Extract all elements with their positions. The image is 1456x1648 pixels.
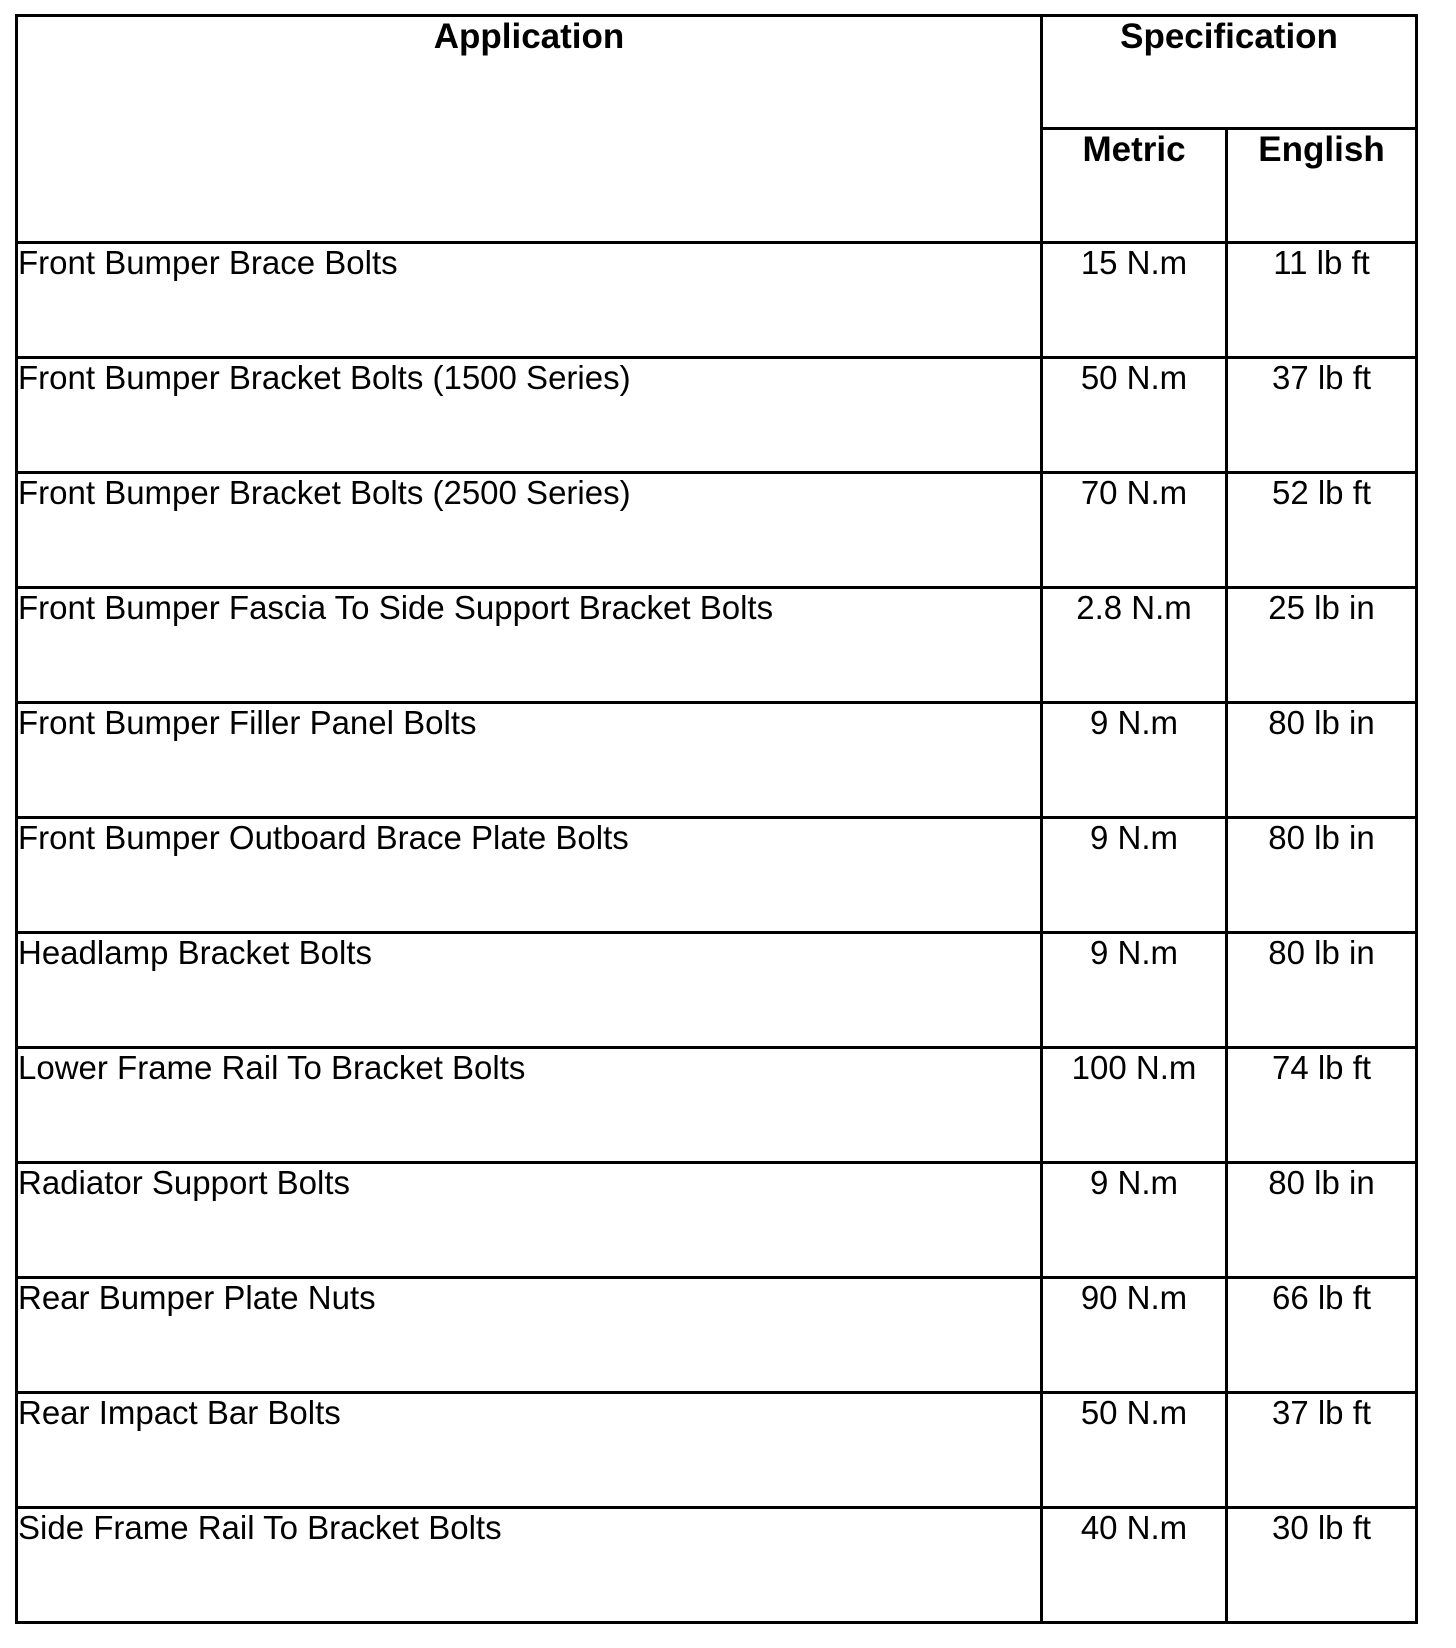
application-cell: Front Bumper Brace Bolts xyxy=(17,243,1042,358)
english-cell: 80 lb in xyxy=(1227,1163,1417,1278)
table-row xyxy=(17,1393,1417,1508)
table-body xyxy=(17,243,1417,1623)
english-cell: 11 lb ft xyxy=(1227,243,1417,358)
application-cell: Rear Impact Bar Bolts xyxy=(17,1393,1042,1508)
table-row xyxy=(17,588,1417,703)
specification-header: Specification xyxy=(1042,16,1417,129)
metric-cell: 50 N.m xyxy=(1042,1393,1227,1508)
application-cell: Radiator Support Bolts xyxy=(17,1163,1042,1278)
application-cell: Front Bumper Outboard Brace Plate Bolts xyxy=(17,818,1042,933)
table-row xyxy=(17,1048,1417,1163)
metric-cell: 9 N.m xyxy=(1042,933,1227,1048)
torque-spec-table xyxy=(15,14,1418,1624)
metric-cell: 9 N.m xyxy=(1042,703,1227,818)
table-row xyxy=(17,703,1417,818)
table-row xyxy=(17,1163,1417,1278)
metric-cell: 15 N.m xyxy=(1042,243,1227,358)
metric-cell: 70 N.m xyxy=(1042,473,1227,588)
application-cell: Front Bumper Filler Panel Bolts xyxy=(17,703,1042,818)
table-header xyxy=(17,16,1417,243)
application-header: Application xyxy=(17,16,1042,243)
table-row xyxy=(17,243,1417,358)
application-cell: Rear Bumper Plate Nuts xyxy=(17,1278,1042,1393)
english-cell: 52 lb ft xyxy=(1227,473,1417,588)
english-cell: 80 lb in xyxy=(1227,933,1417,1048)
metric-cell: 2.8 N.m xyxy=(1042,588,1227,703)
table-row xyxy=(17,473,1417,588)
application-cell: Headlamp Bracket Bolts xyxy=(17,933,1042,1048)
table-row xyxy=(17,1508,1417,1623)
english-cell: 25 lb in xyxy=(1227,588,1417,703)
english-cell: 66 lb ft xyxy=(1227,1278,1417,1393)
english-cell: 74 lb ft xyxy=(1227,1048,1417,1163)
english-cell: 37 lb ft xyxy=(1227,1393,1417,1508)
table-row xyxy=(17,933,1417,1048)
metric-cell: 90 N.m xyxy=(1042,1278,1227,1393)
application-cell: Front Bumper Bracket Bolts (1500 Series) xyxy=(17,358,1042,473)
metric-cell: 40 N.m xyxy=(1042,1508,1227,1623)
metric-cell: 9 N.m xyxy=(1042,1163,1227,1278)
metric-cell: 100 N.m xyxy=(1042,1048,1227,1163)
table-row xyxy=(17,1278,1417,1393)
table-row xyxy=(17,818,1417,933)
application-cell: Side Frame Rail To Bracket Bolts xyxy=(17,1508,1042,1623)
application-cell: Front Bumper Bracket Bolts (2500 Series) xyxy=(17,473,1042,588)
english-cell: 30 lb ft xyxy=(1227,1508,1417,1623)
application-cell: Lower Frame Rail To Bracket Bolts xyxy=(17,1048,1042,1163)
metric-cell: 9 N.m xyxy=(1042,818,1227,933)
metric-header: Metric xyxy=(1042,129,1227,243)
application-cell: Front Bumper Fascia To Side Support Bracket Bolts xyxy=(17,588,1042,703)
table-row xyxy=(17,358,1417,473)
metric-cell: 50 N.m xyxy=(1042,358,1227,473)
english-cell: 37 lb ft xyxy=(1227,358,1417,473)
english-header: English xyxy=(1227,129,1417,243)
english-cell: 80 lb in xyxy=(1227,818,1417,933)
english-cell: 80 lb in xyxy=(1227,703,1417,818)
